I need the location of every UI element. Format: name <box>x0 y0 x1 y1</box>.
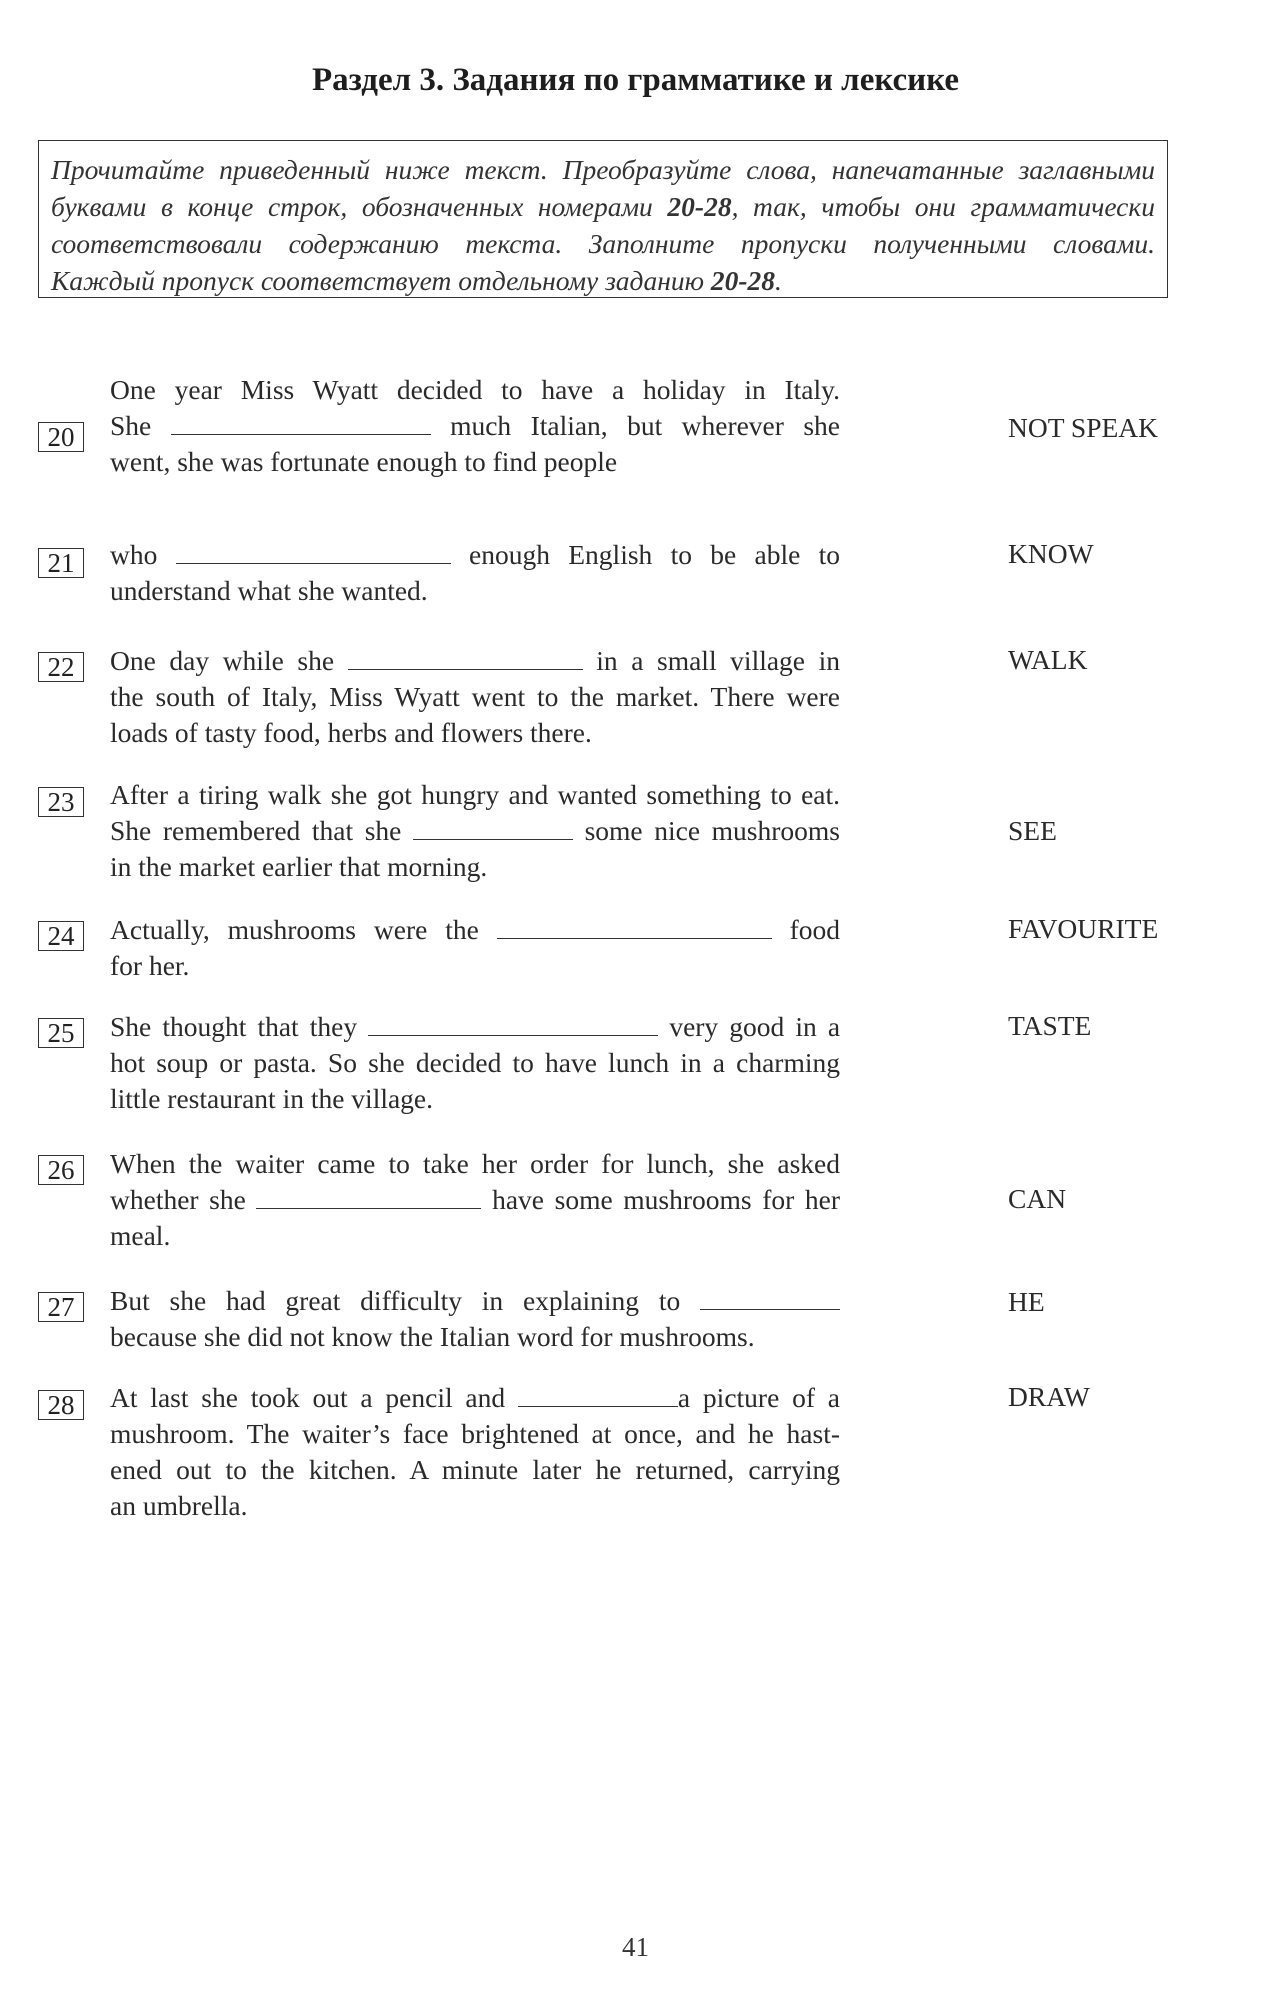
page-number: 41 <box>622 1932 649 1962</box>
task-text: She thought that they very good in a hot soup or pasta. So she decided to have lunch in a charming little restaurant in the village. <box>110 1011 841 1114</box>
task-number-box: 24 <box>38 921 84 951</box>
section-title: Раздел 3. Задания по грамматике и лексике <box>311 62 960 98</box>
answer-blank[interactable] <box>700 1285 840 1310</box>
task-text: Actually, mushrooms were the food for her. <box>110 914 841 981</box>
task-text: When the waiter came to take her order for lunch, she asked whether she have some mushrooms for her meal. <box>110 1148 841 1251</box>
answer-blank[interactable] <box>256 1184 481 1209</box>
key-word: TASTE <box>1008 1010 1092 1041</box>
task-text: One year Miss Wyatt decided to have a holiday in Italy. She much Italian, but wherever she went, she was fortunate enough to find people <box>110 374 840 477</box>
key-word: NOT SPEAK <box>1008 412 1159 443</box>
instructions-line-4: Каждый пропуск соответствует отдельному заданию 20-28. <box>51 265 782 296</box>
task-number-box: 22 <box>38 652 84 682</box>
answer-blank[interactable] <box>413 815 573 840</box>
instructions-line-2: буквами в конце строк, обозначенных номерами 20-28, так, чтобы они грамматически <box>51 191 1155 222</box>
key-word: HE <box>1008 1286 1045 1317</box>
instructions-line-1: Прочитайте приведенный ниже текст. Преобразуйте слова, напечатанные заглавными <box>51 154 1155 185</box>
key-word: WALK <box>1008 644 1088 675</box>
instructions-box <box>38 140 1168 298</box>
task-number-box: 28 <box>38 1390 84 1420</box>
answer-blank[interactable] <box>176 539 451 564</box>
task-text: But she had great difficulty in explaining to because she did not know the Italian word for mushrooms. <box>110 1283 840 1355</box>
answer-blank[interactable] <box>171 410 431 435</box>
task-text: One day while she in a small village in the south of Italy, Miss Wyatt went to the market. There were loads of tasty food, herbs and flowers there. <box>110 645 840 748</box>
task-number-box: 20 <box>38 422 84 452</box>
answer-blank[interactable] <box>518 1382 678 1407</box>
key-word: DRAW <box>1008 1381 1090 1412</box>
key-word: SEE <box>1008 815 1057 846</box>
task-number-box: 25 <box>38 1018 84 1048</box>
instructions-line-3: соответствовали содержанию текста. Заполните пропуски полученными словами. <box>51 228 1155 259</box>
key-word: CAN <box>1008 1183 1067 1214</box>
task-number-box: 26 <box>38 1155 84 1185</box>
task-number-box: 21 <box>38 548 84 578</box>
task-text: After a tiring walk she got hungry and wanted something to eat. She remembered that she some nice mushrooms in the market earlier that morning. <box>110 779 840 882</box>
answer-blank[interactable] <box>497 914 772 939</box>
task-number-box: 27 <box>38 1292 84 1322</box>
task-text: who enough English to be able to understand what she wanted. <box>110 539 841 606</box>
answer-blank[interactable] <box>368 1011 658 1036</box>
key-word: KNOW <box>1008 538 1094 569</box>
task-text: At last she took out a pencil and a picture of a mushroom. The waiter’s face brightened at once, and he hast- ened out to the kitchen. A minute later he returned, carrying an umbrella. <box>110 1382 841 1521</box>
key-word: FAVOURITE <box>1008 913 1159 944</box>
answer-blank[interactable] <box>348 645 583 670</box>
task-number-box: 23 <box>38 787 84 817</box>
